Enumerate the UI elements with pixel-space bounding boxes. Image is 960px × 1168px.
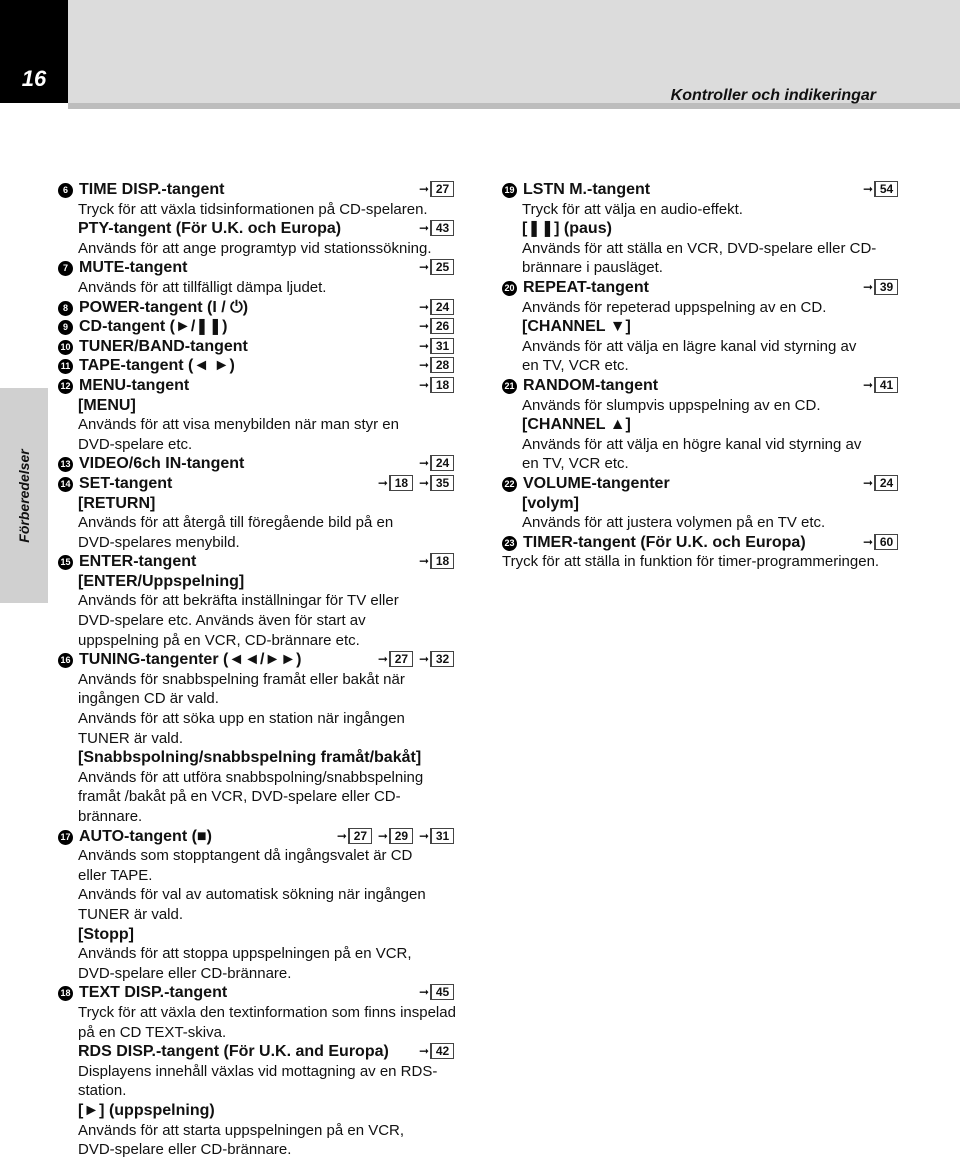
control-entry: [502, 180, 902, 278]
description-text: DVD-spelare eller CD-brännare.: [78, 964, 292, 982]
heading-text: [ENTER/Uppspelning]: [78, 572, 245, 590]
heading-text: ENTER-tangent: [79, 553, 197, 571]
control-heading: [58, 219, 458, 239]
page-number-box: [0, 0, 68, 103]
control-description: [58, 435, 458, 455]
control-description: [58, 278, 458, 298]
page-refs: [413, 258, 454, 278]
page-ref: [419, 827, 454, 847]
item-number-badge: 21: [502, 379, 517, 394]
control-entry: [58, 317, 458, 337]
page-ref: [419, 1042, 454, 1062]
page-refs: [413, 983, 454, 1003]
page-ref-number: 18: [430, 377, 454, 393]
control-description: [58, 1121, 458, 1141]
control-description: [58, 415, 458, 435]
control-entry: [58, 258, 458, 297]
page-ref: [378, 827, 413, 847]
description-text: Displayens innehåll växlas vid mottagning av en RDS-: [78, 1062, 438, 1080]
page-ref: [337, 827, 372, 847]
page-ref-number: 24: [874, 475, 898, 491]
control-entry: [502, 533, 902, 572]
page-ref-number: 24: [430, 455, 454, 471]
control-heading: [502, 376, 902, 396]
heading-text: [RETURN]: [78, 494, 156, 512]
control-description: [58, 905, 458, 925]
description-text: Används för snabbspelning framåt eller bakåt när: [78, 670, 405, 688]
page-ref-number: 42: [430, 1043, 454, 1059]
description-text: en TV, VCR etc.: [522, 357, 629, 375]
control-heading: [58, 258, 458, 278]
control-entry: [502, 376, 902, 474]
page-ref-number: 54: [874, 181, 898, 197]
description-text: Används för att visa menybilden när man styr en: [78, 416, 399, 434]
control-entry: [58, 180, 458, 258]
description-text: Används för att starta uppspelningen på en VCR,: [78, 1121, 405, 1139]
control-description: [58, 239, 458, 259]
description-text: Tryck för att växla den textinformation som finns inspelad: [78, 1003, 456, 1021]
arrow-icon: ➞: [418, 554, 429, 569]
control-description: [58, 787, 458, 807]
heading-text: [Stopp]: [78, 925, 134, 943]
heading-text: [Snabbspolning/snabbspelning framåt/bakåt]: [78, 749, 422, 767]
heading-text: VIDEO/6ch IN-tangent: [79, 455, 245, 473]
page-ref-number: 27: [430, 181, 454, 197]
arrow-icon: ➞: [418, 338, 429, 353]
control-description: [58, 807, 458, 827]
arrow-icon: ➞: [418, 319, 429, 334]
page-ref: [863, 533, 898, 553]
page-refs: [413, 317, 454, 337]
section-side-tab-label: Förberedelser: [16, 449, 32, 543]
arrow-icon: ➞: [862, 475, 873, 490]
page-ref-number: 27: [389, 651, 413, 667]
control-heading: [502, 278, 902, 298]
control-entry: [58, 376, 458, 454]
page-ref: [863, 474, 898, 494]
page-refs: [331, 827, 454, 847]
description-text: Används för att stoppa uppspelningen på en VCR,: [78, 945, 412, 963]
control-description: [58, 1081, 458, 1101]
control-description: [58, 885, 458, 905]
control-entry: [58, 552, 458, 650]
page-refs: [857, 376, 898, 396]
page-ref-number: 39: [874, 279, 898, 295]
description-text: Tryck för att välja en audio-effekt.: [522, 200, 743, 218]
control-heading: [58, 983, 458, 1003]
page-ref: [419, 337, 454, 357]
control-heading: [58, 925, 458, 945]
page-refs: [372, 650, 454, 670]
control-heading: [58, 827, 458, 847]
control-heading: [58, 1042, 458, 1062]
description-text: brännare.: [78, 808, 143, 825]
control-description: [58, 1023, 458, 1043]
control-heading: [58, 356, 458, 376]
page-ref-number: 31: [430, 828, 454, 844]
page-ref-number: 18: [430, 553, 454, 569]
control-description: [58, 533, 458, 553]
item-number-badge: 17: [58, 830, 73, 845]
heading-text: TEXT DISP.-tangent: [79, 984, 228, 1002]
control-heading: [58, 317, 458, 337]
control-heading: [58, 650, 458, 670]
page-ref-number: 29: [389, 828, 413, 844]
heading-text: TUNER/BAND-tangent: [79, 337, 248, 355]
control-heading: [502, 474, 902, 494]
heading-text: SET-tangent: [79, 474, 173, 492]
item-number-badge: 13: [58, 457, 73, 472]
page-refs: [413, 298, 454, 318]
page-ref: [419, 983, 454, 1003]
page-ref: [378, 650, 413, 670]
arrow-icon: ➞: [418, 828, 429, 843]
heading-text: TIME DISP.-tangent: [79, 181, 225, 198]
arrow-icon: ➞: [418, 358, 429, 373]
page-refs: [413, 337, 454, 357]
description-text: DVD-spelares menybild.: [78, 533, 240, 551]
page-refs: [857, 180, 898, 200]
heading-text: [CHANNEL ▲]: [522, 416, 631, 434]
page-ref-number: 31: [430, 338, 454, 354]
description-text: Används för att utföra snabbspolning/snabbspelning: [78, 768, 424, 786]
page-number: 16: [21, 66, 47, 91]
control-entry: [58, 356, 458, 376]
page-ref: [419, 258, 454, 278]
control-heading: [58, 572, 458, 592]
control-heading: [502, 180, 902, 200]
page-ref-number: 35: [430, 475, 454, 491]
heading-text: TUNING-tangenter (◄◄/►►): [79, 651, 302, 669]
description-text: Används för att ange programtyp vid stationssökning.: [78, 239, 432, 257]
page-ref: [863, 180, 898, 200]
control-entry: [58, 298, 458, 318]
arrow-icon: ➞: [862, 534, 873, 549]
control-heading: [502, 219, 902, 239]
control-heading: [58, 454, 458, 474]
control-heading: [58, 337, 458, 357]
left-column: [58, 180, 458, 1160]
page-ref: [419, 356, 454, 376]
control-description: [502, 337, 902, 357]
item-number-badge: 6: [58, 183, 73, 198]
description-text: på en CD TEXT-skiva.: [78, 1023, 227, 1041]
item-number-badge: 12: [58, 379, 73, 394]
description-text: Används för val av automatisk sökning när ingången: [78, 886, 426, 904]
item-number-badge: 22: [502, 477, 517, 492]
control-description: [58, 709, 458, 729]
description-text: eller TAPE.: [78, 866, 153, 884]
item-number-badge: 19: [502, 183, 517, 198]
control-entry: [502, 278, 902, 376]
heading-text: MUTE-tangent: [79, 259, 188, 277]
page-ref-number: 45: [430, 984, 454, 1000]
control-description: [58, 591, 458, 611]
control-description: [502, 396, 902, 416]
page-refs: [413, 1042, 454, 1062]
heading-text: PTY-tangent (För U.K. och Europa): [78, 220, 342, 238]
item-number-badge: 7: [58, 261, 73, 276]
control-description: [502, 298, 902, 318]
page-refs: [857, 533, 898, 553]
control-description: [58, 964, 458, 984]
arrow-icon: ➞: [377, 652, 388, 667]
page-ref-number: 26: [430, 318, 454, 334]
page-ref-number: 43: [430, 220, 454, 236]
page-ref-number: 41: [874, 377, 898, 393]
description-text: DVD-spelare etc.: [78, 435, 193, 453]
description-text: TUNER är vald.: [78, 905, 184, 923]
control-heading: [58, 1101, 458, 1121]
arrow-icon: ➞: [862, 279, 873, 294]
page-refs: [413, 376, 454, 396]
control-entry: [58, 650, 458, 826]
arrow-icon: ➞: [418, 475, 429, 490]
control-heading: [58, 748, 458, 768]
page-refs: [413, 454, 454, 474]
control-heading: [58, 298, 458, 318]
control-description: [502, 258, 902, 278]
page-refs: [413, 219, 454, 239]
control-heading: [502, 494, 902, 514]
description-text: ingången CD är vald.: [78, 690, 219, 708]
description-text: Används för att välja en lägre kanal vid styrning av: [522, 337, 857, 355]
control-heading: [502, 533, 902, 553]
heading-text: [MENU]: [78, 396, 136, 414]
control-description: [58, 729, 458, 749]
control-description: [58, 1003, 458, 1023]
page-ref: [419, 552, 454, 572]
page-ref-number: 32: [430, 651, 454, 667]
page-refs: [413, 552, 454, 572]
control-description: [502, 435, 902, 455]
arrow-icon: ➞: [418, 182, 429, 196]
page-ref-number: 25: [430, 259, 454, 275]
page-refs: [857, 474, 898, 494]
page-ref-number: 18: [389, 475, 413, 491]
item-number-badge: 15: [58, 555, 73, 570]
heading-text: RDS DISP.-tangent (För U.K. and Europa): [78, 1043, 389, 1061]
description-text: DVD-spelare etc. Används även för start av: [78, 612, 366, 630]
arrow-icon: ➞: [862, 182, 873, 196]
page-ref-number: 60: [874, 534, 898, 550]
control-description: [58, 866, 458, 886]
control-heading: [502, 415, 902, 435]
description-text: Används för att justera volymen på en TV etc.: [522, 514, 826, 532]
heading-text: AUTO-tangent (■): [79, 827, 212, 845]
page-ref: [419, 650, 454, 670]
heading-text: MENU-tangent: [79, 376, 190, 394]
control-description: [58, 689, 458, 709]
control-description: [58, 944, 458, 964]
description-text: Används som stopptangent då ingångsvalet är CD: [78, 847, 413, 865]
heading-text: [volym]: [522, 494, 579, 512]
arrow-icon: ➞: [418, 985, 429, 1000]
description-text: brännare i pausläget.: [522, 259, 663, 277]
right-column: [502, 180, 902, 572]
arrow-icon: ➞: [377, 475, 388, 490]
page-ref: [419, 454, 454, 474]
page-ref: [378, 474, 413, 494]
item-number-badge: 8: [58, 301, 73, 316]
control-entry: [58, 474, 458, 552]
heading-text: [CHANNEL ▼]: [522, 318, 631, 336]
heading-text: RANDOM-tangent: [523, 376, 659, 394]
description-text: Används för att bekräfta inställningar för TV eller: [78, 592, 399, 610]
control-entry: [58, 827, 458, 984]
control-heading: [58, 494, 458, 514]
item-number-badge: 23: [502, 536, 517, 551]
item-number-badge: 20: [502, 281, 517, 296]
control-description: [58, 1062, 458, 1082]
control-entry: [502, 474, 902, 533]
control-heading: [58, 474, 458, 494]
arrow-icon: ➞: [336, 828, 347, 843]
page-ref-number: 27: [348, 828, 372, 844]
description-text: uppspelning på en VCR, CD-brännare etc.: [78, 631, 360, 649]
control-description: [58, 200, 458, 220]
control-description: [58, 768, 458, 788]
control-description: [502, 356, 902, 376]
control-description: [58, 1140, 458, 1160]
page-refs: [372, 474, 454, 494]
description-text: TUNER är vald.: [78, 729, 184, 747]
control-description: [502, 552, 902, 572]
control-description: [502, 200, 902, 220]
page-refs: [413, 356, 454, 376]
control-description: [58, 611, 458, 631]
page-ref: [863, 278, 898, 298]
description-text: Används för att ställa en VCR, DVD-spelare eller CD-: [522, 239, 877, 257]
control-description: [58, 846, 458, 866]
control-heading: [58, 552, 458, 572]
control-heading: [58, 376, 458, 396]
description-text: Används för att söka upp en station när ingången: [78, 710, 405, 728]
description-text: Används för att tillfälligt dämpa ljudet.: [78, 278, 327, 296]
heading-text: CD-tangent (►/❚❚): [79, 318, 228, 336]
arrow-icon: ➞: [862, 377, 873, 392]
arrow-icon: ➞: [418, 260, 429, 275]
arrow-icon: ➞: [418, 456, 429, 471]
heading-text: [❚❚] (paus): [522, 220, 612, 238]
control-description: [58, 670, 458, 690]
item-number-badge: 9: [58, 320, 73, 335]
arrow-icon: ➞: [418, 377, 429, 392]
page-ref-number: 28: [430, 357, 454, 373]
page-ref: [419, 298, 454, 318]
page-ref: [419, 474, 454, 494]
description-text: Används för att återgå till föregående bild på en: [78, 514, 394, 532]
page-refs: [857, 278, 898, 298]
page-ref: [419, 180, 454, 200]
control-description: [58, 513, 458, 533]
description-text: Används för repeterad uppspelning av en CD.: [522, 298, 827, 316]
control-heading: [58, 396, 458, 416]
control-description: [58, 631, 458, 651]
header-title: Kontroller och indikeringar: [670, 87, 876, 104]
page-refs: [413, 180, 454, 200]
page-ref: [419, 376, 454, 396]
item-number-badge: 14: [58, 477, 73, 492]
section-side-tab: [0, 388, 48, 603]
description-text: Används för slumpvis uppspelning av en CD.: [522, 396, 821, 414]
arrow-icon: ➞: [418, 652, 429, 667]
item-number-badge: 18: [58, 986, 73, 1001]
item-number-badge: 16: [58, 653, 73, 668]
description-text: en TV, VCR etc.: [522, 455, 629, 473]
control-description: [502, 239, 902, 259]
heading-text: TIMER-tangent (För U.K. och Europa): [523, 533, 806, 551]
heading-text: VOLUME-tangenter: [523, 474, 670, 492]
arrow-icon: ➞: [418, 299, 429, 314]
page-ref: [863, 376, 898, 396]
control-description: [502, 513, 902, 533]
arrow-icon: ➞: [377, 828, 388, 843]
heading-text: LSTN M.-tangent: [523, 181, 651, 198]
heading-text: REPEAT-tangent: [523, 278, 649, 296]
arrow-icon: ➞: [418, 1044, 429, 1059]
page-ref-number: 24: [430, 299, 454, 315]
description-text: Tryck för att ställa in funktion för timer-programmeringen.: [502, 553, 880, 571]
heading-text: TAPE-tangent (◄ ►): [79, 357, 235, 375]
page-ref: [419, 317, 454, 337]
heading-text: [►] (uppspelning): [78, 1101, 215, 1119]
control-heading: [502, 317, 902, 337]
item-number-badge: 10: [58, 340, 73, 355]
control-entry: [58, 337, 458, 357]
description-text: Används för att välja en högre kanal vid styrning av: [522, 435, 862, 453]
control-entry: [58, 454, 458, 474]
description-text: framåt /bakåt på en VCR, DVD-spelare eller CD-: [78, 788, 401, 806]
description-text: station.: [78, 1082, 127, 1100]
heading-text: POWER-tangent (I / ⏻): [79, 298, 249, 316]
control-entry: [58, 983, 458, 1159]
item-number-badge: 11: [58, 359, 73, 374]
description-text: DVD-spelare eller CD-brännare.: [78, 1141, 292, 1159]
control-heading: [58, 180, 458, 200]
arrow-icon: ➞: [418, 221, 429, 236]
page-ref: [419, 219, 454, 239]
description-text: Tryck för att växla tidsinformationen på CD-spelaren.: [78, 200, 428, 218]
control-description: [502, 454, 902, 474]
